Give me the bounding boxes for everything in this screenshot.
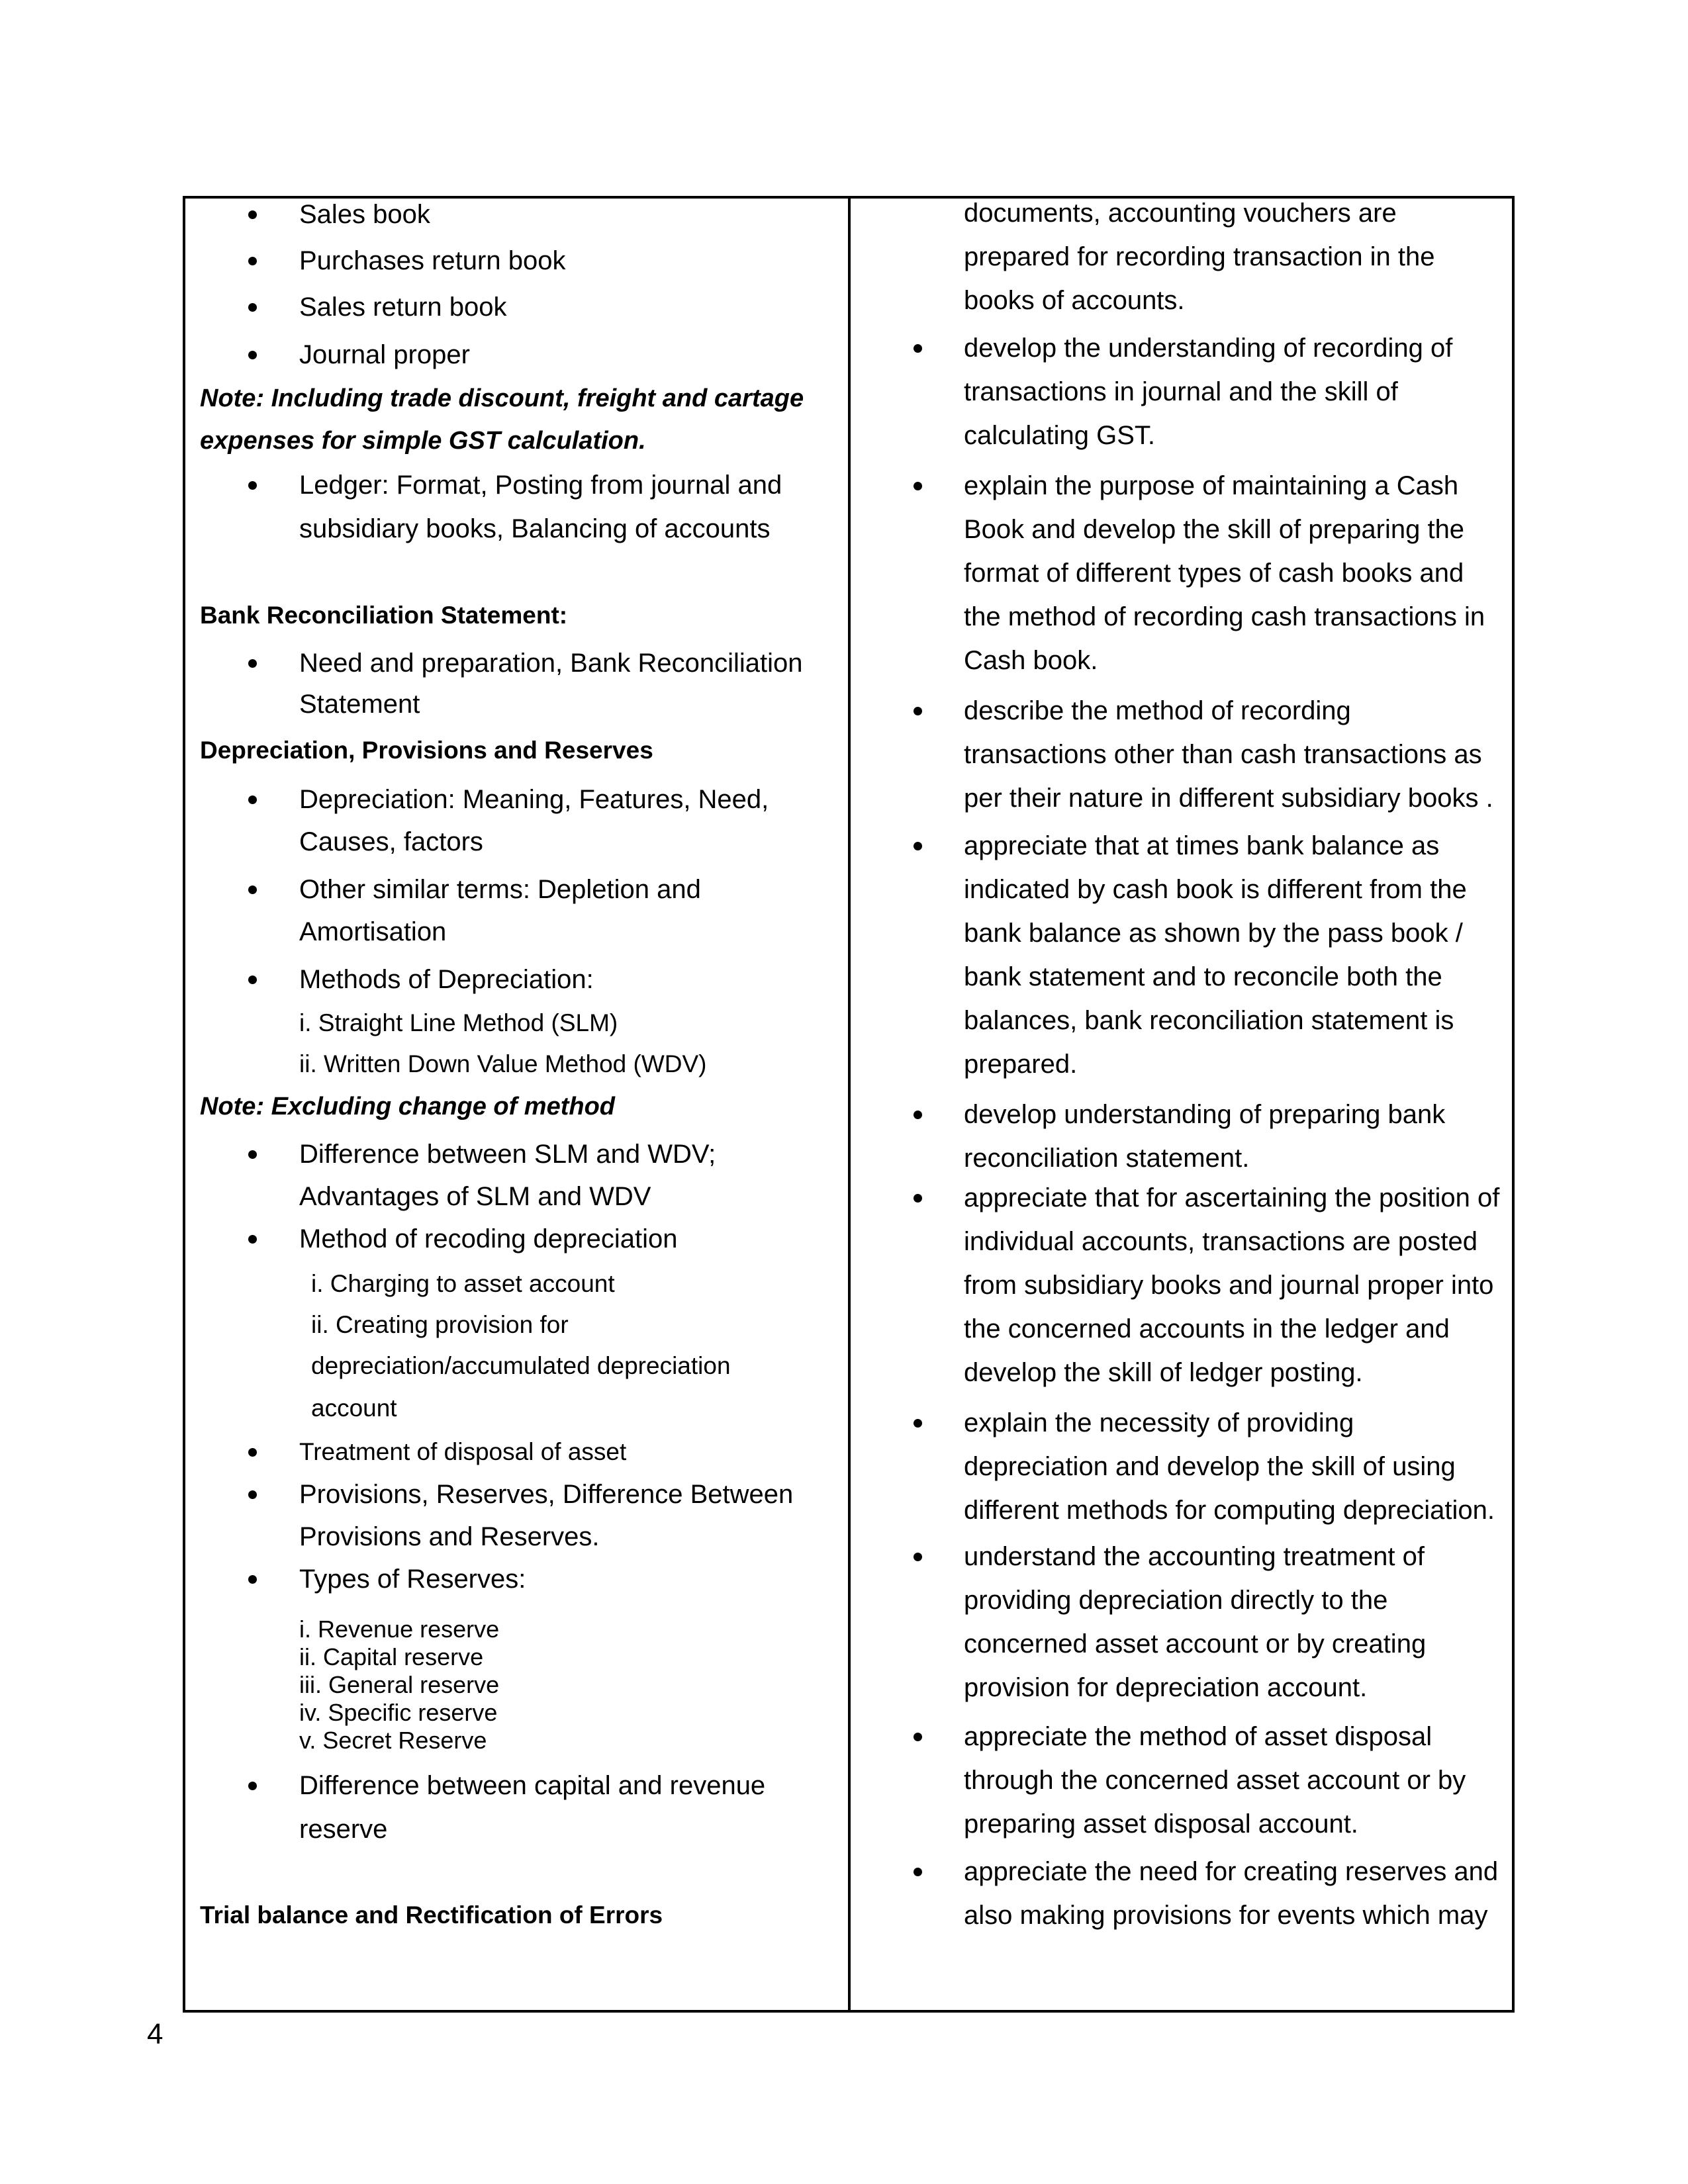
- bullet-icon: [248, 1448, 257, 1457]
- objective-item: appreciate the need for creating reserves and: [964, 1857, 1499, 1886]
- objective-item-line: Cash book.: [964, 646, 1098, 675]
- objective-item-line: transactions in journal and the skill of: [964, 377, 1398, 406]
- objective-item-line: depreciation and develop the skill of using: [964, 1452, 1456, 1481]
- objective-item-line: through the concerned asset account or by: [964, 1766, 1466, 1795]
- sub-item: v. Secret Reserve: [299, 1727, 487, 1754]
- list-item: Ledger: Format, Posting from journal and: [299, 471, 782, 500]
- objective-item-line: from subsidiary books and journal proper into: [964, 1271, 1494, 1300]
- objective-item-line: indicated by cash book is different from the: [964, 875, 1467, 904]
- note-text: Note: Including trade discount, freight and cartage: [200, 385, 804, 412]
- objective-continued: books of accounts.: [964, 286, 1185, 315]
- objective-item-line: prepared.: [964, 1050, 1078, 1079]
- list-item: Provisions, Reserves, Difference Between: [299, 1480, 794, 1509]
- bullet-icon: [248, 796, 257, 804]
- list-item: Need and preparation, Bank Reconciliation: [299, 649, 803, 678]
- objective-item-line: also making provisions for events which may: [964, 1901, 1488, 1930]
- sub-item: ii. Creating provision for: [311, 1311, 569, 1338]
- bullet-icon: [914, 1419, 922, 1428]
- bullet-icon: [248, 1575, 257, 1584]
- bullet-icon: [248, 257, 257, 265]
- bullet-icon: [248, 1235, 257, 1244]
- note-text: expenses for simple GST calculation.: [200, 427, 646, 455]
- list-item-continued: Statement: [299, 690, 420, 719]
- list-item: Types of Reserves:: [299, 1565, 526, 1594]
- objective-item-line: balances, bank reconciliation statement is: [964, 1006, 1454, 1035]
- objective-item-line: concerned asset account or by creating: [964, 1629, 1427, 1659]
- note-text: Note: Excluding change of method: [200, 1093, 616, 1120]
- objective-item-line: Book and develop the skill of preparing the: [964, 515, 1465, 544]
- objective-item: understand the accounting treatment of: [964, 1542, 1425, 1571]
- bullet-icon: [248, 481, 257, 490]
- bullet-icon: [914, 482, 922, 490]
- objective-item-line: develop the skill of ledger posting.: [964, 1358, 1363, 1387]
- bullet-icon: [248, 1782, 257, 1790]
- list-item: Method of recoding depreciation: [299, 1224, 678, 1253]
- bullet-icon: [248, 1490, 257, 1499]
- bullet-icon: [914, 707, 922, 715]
- list-item: Depreciation: Meaning, Features, Need,: [299, 785, 769, 814]
- objective-item: explain the purpose of maintaining a Cash: [964, 471, 1459, 500]
- objective-item-line: format of different types of cash books and: [964, 559, 1464, 588]
- sub-item: i. Revenue reserve: [299, 1615, 500, 1643]
- section-heading: Bank Reconciliation Statement:: [200, 602, 568, 629]
- bullet-icon: [248, 303, 257, 312]
- page-number: 4: [147, 2018, 164, 2050]
- bullet-icon: [914, 1194, 922, 1203]
- sub-item: account: [311, 1394, 397, 1422]
- objective-item-line: transactions other than cash transactions as: [964, 740, 1482, 769]
- bullet-icon: [914, 1733, 922, 1741]
- list-item: Methods of Depreciation:: [299, 965, 594, 994]
- objective-item-line: reconciliation statement.: [964, 1144, 1250, 1173]
- list-item-continued: Amortisation: [299, 917, 447, 946]
- bullet-icon: [248, 1150, 257, 1159]
- list-item: Sales return book: [299, 293, 507, 322]
- list-item: Difference between capital and revenue: [299, 1771, 766, 1800]
- objective-item: explain the necessity of providing: [964, 1408, 1354, 1437]
- sub-item: i. Charging to asset account: [311, 1270, 615, 1297]
- objective-item-line: the method of recording cash transactions in: [964, 602, 1485, 631]
- list-item-continued: subsidiary books, Balancing of accounts: [299, 514, 771, 543]
- objective-item-line: individual accounts, transactions are posted: [964, 1227, 1478, 1256]
- bullet-icon: [248, 659, 257, 668]
- bullet-icon: [248, 351, 257, 359]
- section-heading: Depreciation, Provisions and Reserves: [200, 737, 653, 764]
- bullet-icon: [248, 976, 257, 984]
- objective-item-line: the concerned accounts in the ledger and: [964, 1314, 1450, 1343]
- objective-item-line: calculating GST.: [964, 421, 1156, 450]
- bullet-icon: [914, 344, 922, 353]
- list-item-continued: Provisions and Reserves.: [299, 1522, 600, 1551]
- bullet-icon: [914, 1868, 922, 1876]
- objective-item: appreciate that at times bank balance as: [964, 831, 1440, 860]
- list-item-continued: Advantages of SLM and WDV: [299, 1182, 651, 1211]
- list-item: Difference between SLM and WDV;: [299, 1140, 716, 1169]
- column-divider: [848, 196, 851, 2013]
- objective-item: appreciate the method of asset disposal: [964, 1722, 1432, 1751]
- bullet-icon: [914, 842, 922, 850]
- list-item: Other similar terms: Depletion and: [299, 875, 701, 904]
- list-item: Sales book: [299, 200, 430, 229]
- bullet-icon: [914, 1111, 922, 1119]
- objective-item: describe the method of recording: [964, 696, 1351, 725]
- sub-item: ii. Capital reserve: [299, 1643, 484, 1670]
- sub-item: iii. General reserve: [299, 1671, 500, 1698]
- list-item: Purchases return book: [299, 246, 566, 275]
- objective-item-line: bank balance as shown by the pass book /: [964, 919, 1463, 948]
- objective-item-line: providing depreciation directly to the: [964, 1586, 1388, 1615]
- bullet-icon: [248, 886, 257, 894]
- objective-item: develop the understanding of recording of: [964, 334, 1453, 363]
- sub-item: i. Straight Line Method (SLM): [299, 1009, 618, 1036]
- objective-item: appreciate that for ascertaining the position of: [964, 1183, 1500, 1212]
- bullet-icon: [248, 210, 257, 219]
- section-heading: Trial balance and Rectification of Errors: [200, 1901, 663, 1929]
- objective-item-line: bank statement and to reconcile both the: [964, 962, 1442, 991]
- list-item: Journal proper: [299, 340, 470, 369]
- sub-item: depreciation/accumulated depreciation: [311, 1352, 731, 1379]
- list-item-continued: Causes, factors: [299, 827, 483, 856]
- sub-item: iv. Specific reserve: [299, 1699, 498, 1726]
- objective-item: develop understanding of preparing bank: [964, 1100, 1446, 1129]
- objective-continued: documents, accounting vouchers are: [964, 199, 1397, 228]
- objective-item-line: per their nature in different subsidiary books .: [964, 784, 1493, 813]
- objective-item-line: preparing asset disposal account.: [964, 1809, 1358, 1839]
- sub-item: ii. Written Down Value Method (WDV): [299, 1050, 707, 1077]
- objective-item-line: different methods for computing depreciation.: [964, 1496, 1495, 1525]
- objective-continued: prepared for recording transaction in the: [964, 242, 1435, 271]
- bullet-icon: [914, 1553, 922, 1561]
- list-item-continued: reserve: [299, 1815, 388, 1844]
- list-item: Treatment of disposal of asset: [299, 1438, 627, 1465]
- objective-item-line: provision for depreciation account.: [964, 1673, 1368, 1702]
